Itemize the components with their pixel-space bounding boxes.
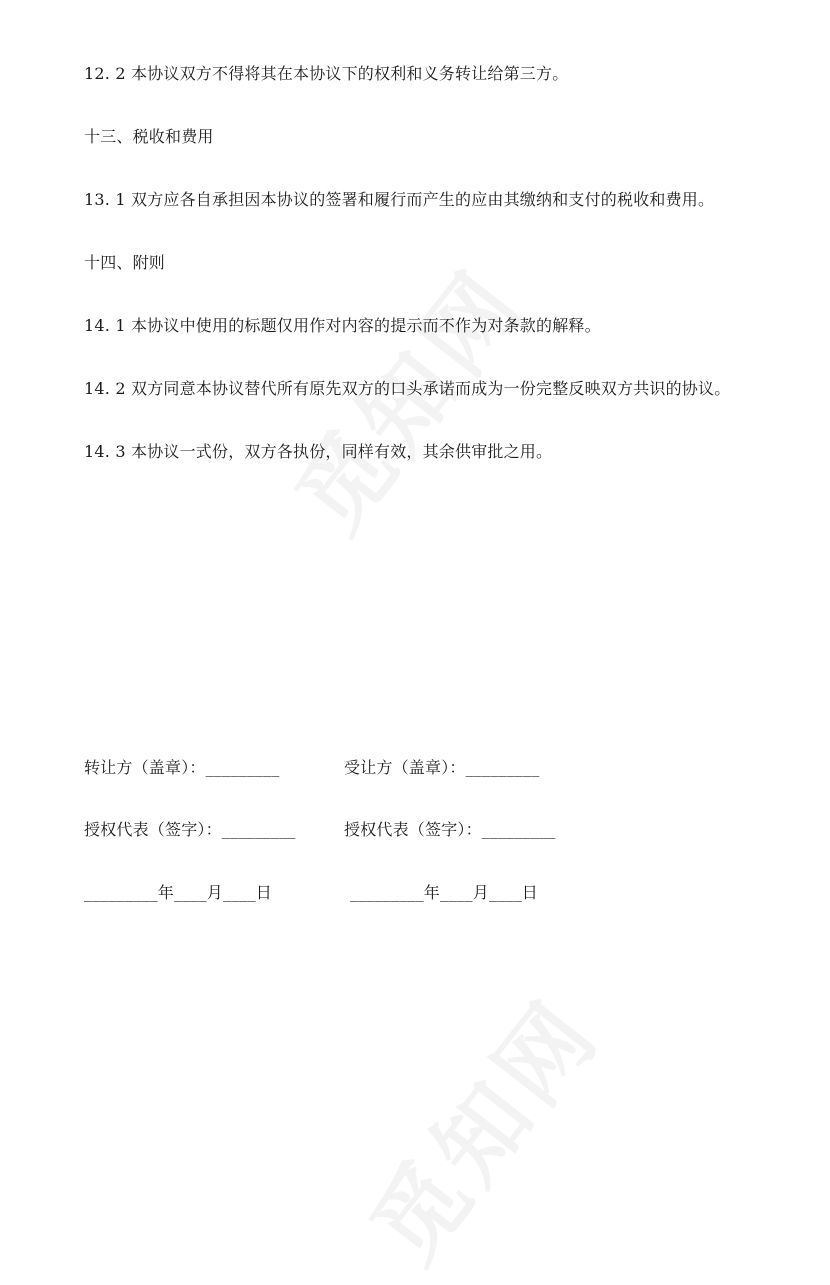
right-representative-signature: 授权代表（签字）：_________ — [344, 820, 556, 839]
watermark — [336, 967, 625, 1285]
left-representative-signature: 授权代表（签字）：_________ — [84, 820, 296, 839]
clause-12-2: 12. 2 本协议双方不得将其在本协议下的权利和义务转让给第三方。 — [84, 64, 569, 83]
right-date-field: _________年____月____日 — [350, 883, 539, 902]
clause-14-3: 14. 3 本协议一式份，双方各执份，同样有效，其余供审批之用。 — [84, 442, 553, 461]
clause-14-1: 14. 1 本协议中使用的标题仅用作对内容的提示而不作为对条款的解释。 — [84, 316, 601, 335]
transferor-seal-field: 转让方（盖章）：_________ — [84, 758, 280, 777]
clause-14-2: 14. 2 双方同意本协议替代所有原先双方的口头承诺而成为一份完整反映双方共识的协议。 — [84, 379, 731, 398]
section-heading-14: 十四、附则 — [84, 253, 166, 272]
left-date-field: _________年____月____日 — [84, 883, 273, 902]
section-heading-13: 十三、税收和费用 — [84, 127, 214, 146]
clause-13-1: 13. 1 双方应各自承担因本协议的签署和履行而产生的应由其缴纳和支付的税收和费用。 — [84, 190, 715, 209]
transferee-seal-field: 受让方（盖章）：_________ — [344, 758, 540, 777]
